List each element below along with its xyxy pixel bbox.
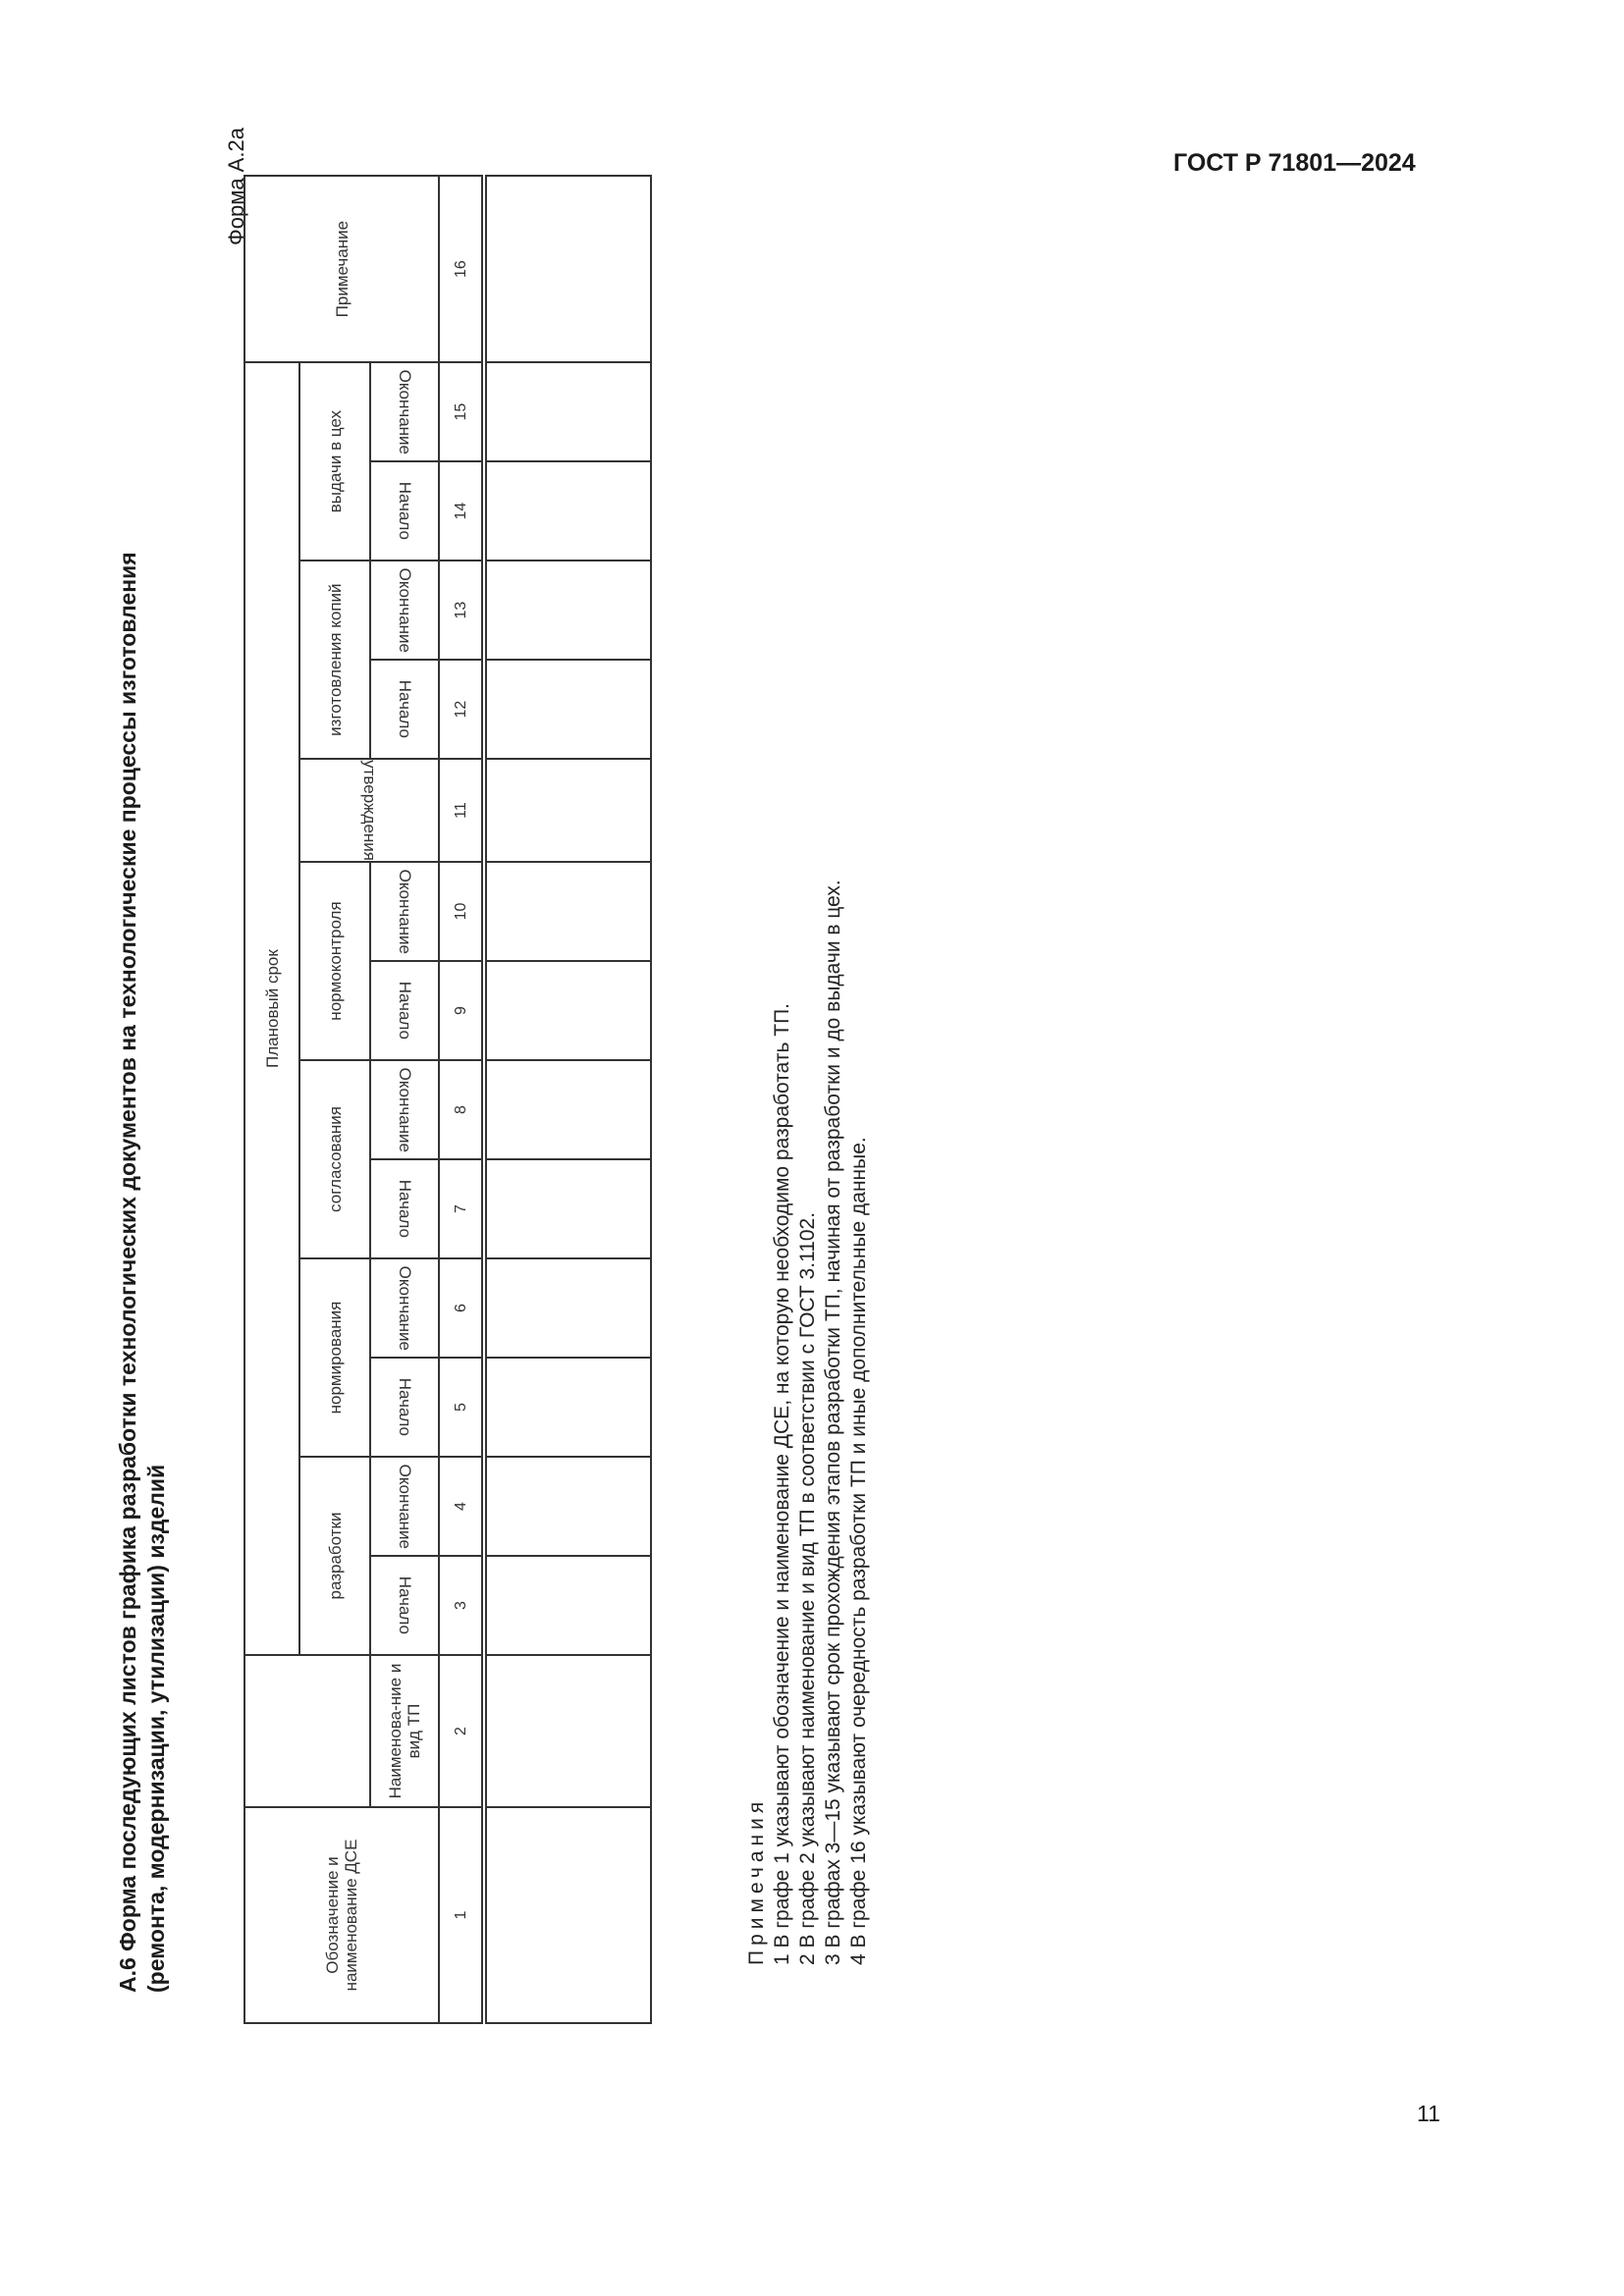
col-number: 13 xyxy=(439,561,484,660)
cell-start: Начало xyxy=(370,1556,439,1655)
col-number: 15 xyxy=(439,362,484,461)
group-razrabotki: разработки xyxy=(299,1457,370,1655)
cell-start: Начало xyxy=(370,1358,439,1457)
table-cell xyxy=(484,759,651,862)
table-cell xyxy=(484,862,651,961)
col-number: 3 xyxy=(439,1556,484,1655)
col-number: 7 xyxy=(439,1159,484,1258)
table-cell xyxy=(484,1358,651,1457)
col-number: 6 xyxy=(439,1258,484,1358)
form-label: Форма А.2а xyxy=(224,128,248,245)
table-cell xyxy=(484,961,651,1060)
group-utverzhdeniya xyxy=(299,759,439,862)
header-planned-term: Плановый срок xyxy=(244,362,299,1655)
col-number: 16 xyxy=(439,176,484,362)
header-name-type: Наименова-ние и вид ТП xyxy=(370,1655,439,1807)
col-number: 1 xyxy=(439,1807,484,2023)
cell-start: Начало xyxy=(370,961,439,1060)
title-line-2: (ремонта, модернизации, утилизации) изделий xyxy=(143,1464,169,1993)
title-line-1: А.6 Форма последующих листов графика разработки технологических документов на технологические процессы изготовления xyxy=(115,552,140,1993)
header-designation: Обозначение и наименование ДСЕ xyxy=(244,1807,439,2023)
table-cell xyxy=(484,1807,651,2023)
utverzhdeniya-label: утверждения xyxy=(359,760,379,861)
cell-start: Начало xyxy=(370,461,439,561)
header-note: Примечание xyxy=(244,176,439,362)
note-item: 1 В графе 1 указывают обозначение и наименование ДСЕ, на которую необходимо разработать ТП. xyxy=(771,1002,793,1965)
table-cell xyxy=(484,362,651,461)
cell-end: Окончание xyxy=(370,1457,439,1556)
col-number: 9 xyxy=(439,961,484,1060)
col-number: 14 xyxy=(439,461,484,561)
col-number: 4 xyxy=(439,1457,484,1556)
col-number: 10 xyxy=(439,862,484,961)
group-normirovaniya: нормирования xyxy=(299,1258,370,1457)
group-vydachi: выдачи в цех xyxy=(299,362,370,561)
note-item: 4 В графе 16 указывают очередность разработки ТП и иные дополнительные данные. xyxy=(847,1137,870,1965)
note-item: 3 В графах 3—15 указывают срок прохождения этапов разработки ТП, начиная от разработки и до выдачи в цех. xyxy=(822,880,844,1965)
cell-end: Окончание xyxy=(370,1258,439,1358)
cell-end: Окончание xyxy=(370,1060,439,1159)
col-number: 12 xyxy=(439,660,484,759)
rotated-content xyxy=(108,88,1188,2052)
section-title xyxy=(114,128,171,1993)
table-cell xyxy=(484,1457,651,1556)
group-soglasovaniya: согласования xyxy=(299,1060,370,1258)
table-cell xyxy=(484,660,651,759)
page-number: 11 xyxy=(1417,2101,1440,2126)
group-izgotovleniya: изготовления копий xyxy=(299,561,370,759)
notes-heading: Примечания xyxy=(745,1796,768,1965)
table-cell xyxy=(484,176,651,362)
schedule-table xyxy=(244,175,652,2024)
header-empty xyxy=(244,1655,370,1807)
col-number: 8 xyxy=(439,1060,484,1159)
table-cell xyxy=(484,1159,651,1258)
col-number: 2 xyxy=(439,1655,484,1807)
notes-block xyxy=(744,198,872,1965)
table-cell xyxy=(484,1655,651,1807)
standard-id: ГОСТ Р 71801—2024 xyxy=(1173,149,1416,177)
cell-start: Начало xyxy=(370,660,439,759)
cell-end: Окончание xyxy=(370,862,439,961)
cell-end: Окончание xyxy=(370,561,439,660)
note-item: 2 В графе 2 указывают наименование и вид ТП в соответствии с ГОСТ 3.1102. xyxy=(796,1211,819,1965)
table-cell xyxy=(484,1258,651,1358)
cell-start: Начало xyxy=(370,1159,439,1258)
table-cell xyxy=(484,461,651,561)
col-number: 5 xyxy=(439,1358,484,1457)
table-cell xyxy=(484,1556,651,1655)
table-cell xyxy=(484,1060,651,1159)
group-normokontrolya: нормоконтроля xyxy=(299,862,370,1060)
table-cell xyxy=(484,561,651,660)
table-row xyxy=(484,176,651,2023)
col-number: 11 xyxy=(439,759,484,862)
cell-end: Окончание xyxy=(370,362,439,461)
